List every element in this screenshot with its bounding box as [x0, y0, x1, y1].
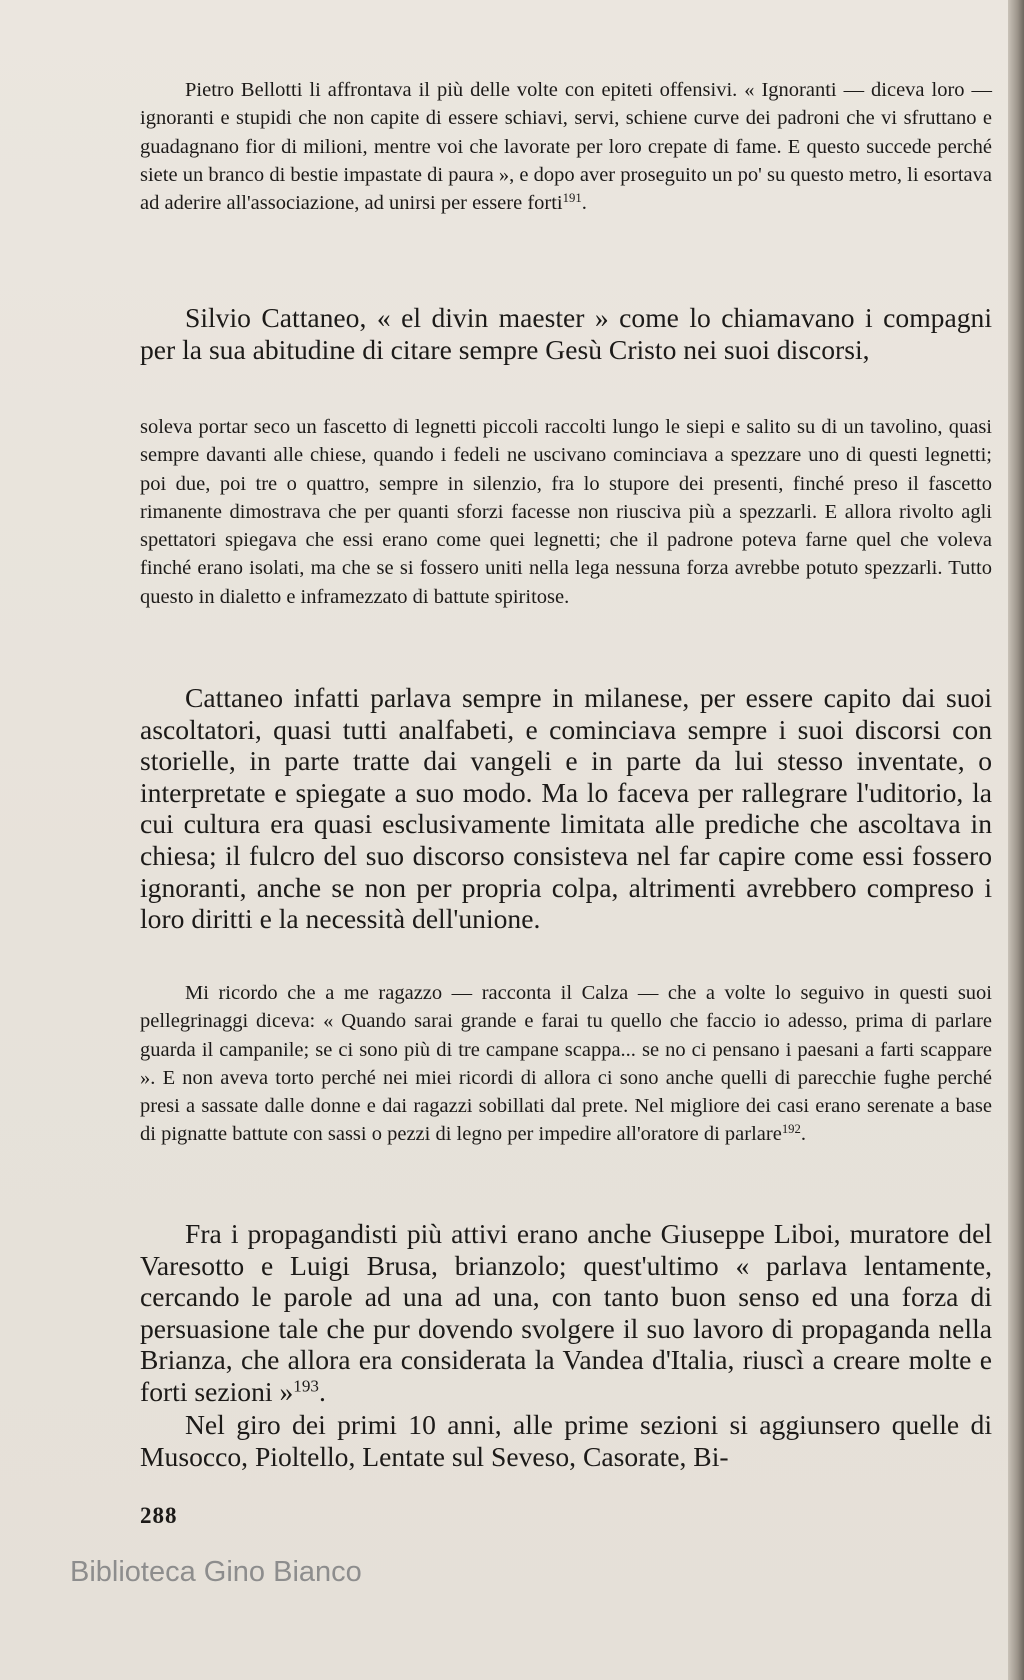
quote-legnetti [140, 413, 992, 611]
paragraph-text: Fra i propagandisti più attivi erano anche Giuseppe Liboi, muratore del Varesotto e Luigi Brusa, brianzolo; quest'ultimo « parlava lentamente, cercando le parole ad una ad una, con tanto buon senso ed una forza di persuasione tale che pur dovendo svolgere il suo lavoro di propaganda nella Brianza, che allora era considerata la Vandea d'Italia, riuscì a creare molte e forti sezioni » [140, 1218, 992, 1407]
paragraph-cattaneo-milanese [140, 682, 992, 935]
paragraph-text: Cattaneo infatti parlava sempre in milanese, per essere capito dai suoi ascoltatori, quasi tutti analfabeti, e cominciava sempre i suoi discorsi con storielle, in parte tratte dai vangeli e in parte da lui stesso inventate, o interpretate e spiegate a suo modo. Ma lo faceva per rallegrare l'uditorio, la cui cultura era quasi esclusivamente limitata alle prediche che ascoltava in chiesa; il fulcro del suo discorso consisteva nel far capire come essi fossero ignoranti, anche se non per propria colpa, altrimenti avrebbero compreso i loro diritti e la necessità dell'unione. [140, 682, 992, 935]
paragraph-propagandisti [140, 1218, 992, 1408]
paragraph-cattaneo-intro [140, 302, 992, 365]
library-watermark: Biblioteca Gino Bianco [70, 1556, 362, 1588]
page-number: 288 [140, 1503, 178, 1528]
paragraph-text: Mi ricordo che a me ragazzo — racconta il Calza — che a volte lo seguivo in questi suoi pellegrinaggi diceva: « Quando sarai grande e farai tu quello che faccio io adesso, prima di parlare guarda il campanile; se ci sono più di tre campane scappa... se no ci pensano i paesani a farti scappare ». E non aveva torto perché nei miei ricordi di allora ci sono anche quelli di parecchie fughe perché presi a sassate dalle donne e dai ragazzi sobillati dal prete. Nel migliore dei casi erano serenate a base di pignatte battute con sassi o pezzi di legno per impedire all'oratore di parlare [140, 982, 992, 1146]
book-binding-edge [1008, 0, 1024, 1680]
quote-calza [140, 979, 992, 1149]
paragraph-end: . [318, 1375, 326, 1407]
paragraph-text: Nel giro dei primi 10 anni, alle prime sezioni si aggiunsero quelle di Musocco, Pioltello, Lentate sul Seveso, Casorate, Bi- [140, 1409, 992, 1472]
paragraph-text: soleva portar seco un fascetto di legnetti piccoli raccolti lungo le siepi e salito su di un tavolino, quasi sempre davanti alle chiese, quando i fedeli ne uscivano cominciava a spezzare uno di questi legnetti; poi due, poi tre o quattro, sempre in silenzio, fra lo stupore dei presenti, finché preso il fascetto rimanente dimostrava che per quanti sforzi facesse non riusciva più a spezzarli. E allora rivolto agli spettatori spiegava che essi erano come quei legnetti; che il padrone poteva farne quel che voleva finché erano isolati, ma che se si fossero uniti nella lega nessuna forza avrebbe potuto spezzarli. Tutto questo in dialetto e inframezzato di battute spiritose. [140, 416, 992, 608]
paragraph-end: . [800, 1123, 806, 1146]
paragraph-bellotti [140, 76, 992, 217]
footnote-marker[interactable]: 193 [293, 1376, 319, 1396]
footnote-marker[interactable]: 192 [781, 1122, 801, 1137]
footnote-marker[interactable]: 191 [562, 191, 582, 206]
paragraph-text: Silvio Cattaneo, « el divin maester » come lo chiamavano i compagni per la sua abitudine di citare sempre Gesù Cristo nei suoi discorsi, [140, 302, 992, 365]
paragraph-end: . [581, 192, 587, 215]
paragraph-sezioni [140, 1409, 992, 1472]
paragraph-text: Pietro Bellotti li affrontava il più delle volte con epiteti offensivi. « Ignoranti — diceva loro — ignoranti e stupidi che non capite di essere schiavi, servi, schiene curve dei padroni che vi sfruttano e guadagnano fior di milioni, mentre voi che lavorate per loro crepate di fame. E questo succede perché siete un branco di bestie impastate di paura », e dopo aver proseguito un po' su questo metro, li esortava ad aderire all'associazione, ad unirsi per essere forti [140, 79, 992, 215]
